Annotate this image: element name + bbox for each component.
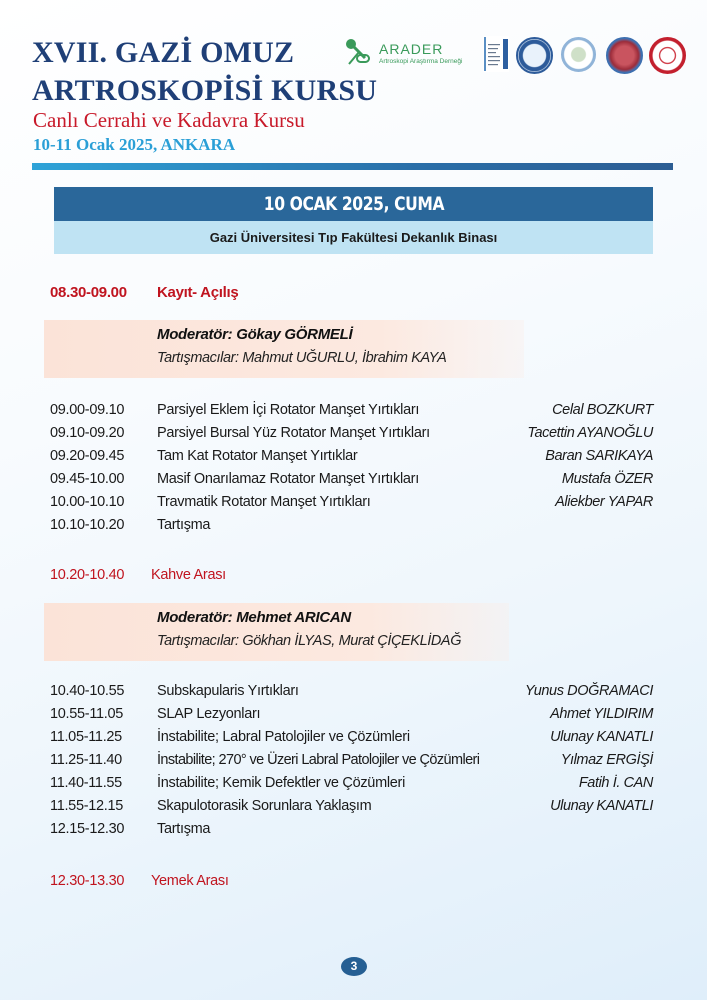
schedule-row	[50, 422, 653, 444]
course-subtitle: Canlı Cerrahi ve Kadavra Kursu	[33, 108, 305, 132]
arader-subtitle: Artroskopi Araştırma Derneği	[379, 58, 463, 65]
moderator: Moderatör: Gökay GÖRMELİ	[157, 326, 353, 343]
schedule-row	[50, 772, 653, 794]
schedule-row	[50, 795, 653, 817]
society-square-logo	[483, 36, 509, 72]
row-title: İnstabilite; 270° ve Üzeri Labral Patolojiler ve Çözümleri	[157, 752, 480, 768]
row-time: 11.55-12.15	[50, 798, 124, 814]
row-speaker: Ulunay KANATLI	[550, 729, 653, 745]
row-speaker: Yılmaz ERGİŞİ	[560, 752, 653, 768]
row-title: Tartışma	[157, 517, 211, 533]
moderator-box-session2	[44, 603, 509, 661]
row-title: İnstabilite; Labral Patolojiler ve Çözümleri	[157, 729, 410, 745]
row-title: Tam Kat Rotator Manşet Yırtıklar	[157, 448, 358, 464]
row-time: 08.30-09.00	[50, 284, 127, 301]
schedule-row	[50, 680, 653, 702]
red-ornament-seal-logo	[649, 37, 686, 74]
venue-band: Gazi Üniversitesi Tıp Fakültesi Dekanlık Binası	[54, 221, 653, 254]
row-time: 11.25-11.40	[50, 752, 122, 768]
row-time: 10.55-11.05	[50, 706, 124, 722]
row-title: Kahve Arası	[151, 567, 226, 583]
row-speaker: Aliekber YAPAR	[555, 494, 653, 510]
row-title: SLAP Lezyonları	[157, 706, 261, 722]
row-title: İnstabilite; Kemik Defektler ve Çözümleri	[157, 775, 405, 791]
row-title: Skapulotorasik Sorunlara Yaklaşım	[157, 798, 372, 814]
schedule-row	[50, 749, 653, 771]
course-title-line1: XVII. GAZİ OMUZ	[32, 36, 295, 69]
row-speaker: Yunus DOĞRAMACI	[524, 683, 653, 699]
schedule-row	[50, 818, 653, 840]
row-title: Tartışma	[157, 821, 211, 837]
schedule-row	[50, 514, 653, 536]
row-title: Kayıt- Açılış	[157, 284, 239, 301]
schedule-row	[50, 703, 653, 725]
arader-icon	[345, 38, 371, 68]
moderator-box-session1	[44, 320, 524, 378]
row-speaker: Ulunay KANATLI	[550, 798, 653, 814]
row-time: 10.10-10.20	[50, 517, 125, 533]
row-speaker: Ahmet YILDIRIM	[550, 706, 653, 722]
row-speaker: Fatih İ. CAN	[578, 775, 653, 791]
header-divider	[32, 163, 673, 170]
schedule-row	[50, 445, 653, 467]
row-title: Masif Onarılamaz Rotator Manşet Yırtıkları	[157, 471, 419, 487]
arader-logo	[345, 38, 465, 72]
row-title: Subskapularis Yırtıkları	[157, 683, 299, 699]
row-time: 12.15-12.30	[50, 821, 125, 837]
discussants: Tartışmacılar: Mahmut UĞURLU, İbrahim KAYA	[157, 350, 447, 366]
row-time: 12.30-13.30	[50, 873, 125, 889]
moderator: Moderatör: Mehmet ARICAN	[157, 609, 351, 626]
schedule-row	[50, 468, 653, 490]
row-speaker: Celal BOZKURT	[552, 402, 653, 418]
schedule-row	[50, 726, 653, 748]
course-date-location: 10-11 Ocak 2025, ANKARA	[33, 135, 236, 154]
row-time: 09.00-09.10	[50, 402, 125, 418]
day-title: 10 OCAK 2025, CUMA	[263, 193, 444, 215]
row-time: 10.20-10.40	[50, 567, 125, 583]
discussants: Tartışmacılar: Gökhan İLYAS, Murat ÇİÇEKLİDAĞ	[157, 633, 462, 649]
row-time: 11.05-11.25	[50, 729, 122, 745]
schedule-row	[50, 399, 653, 421]
row-title: Parsiyel Eklem İçi Rotator Manşet Yırtıkları	[157, 402, 420, 418]
row-time: 11.40-11.55	[50, 775, 122, 791]
row-time: 10.00-10.10	[50, 494, 125, 510]
tree-society-seal-logo	[561, 37, 596, 72]
row-time: 09.20-09.45	[50, 448, 125, 464]
row-title: Parsiyel Bursal Yüz Rotator Manşet Yırtıkları	[157, 425, 430, 441]
schedule-row	[50, 491, 653, 513]
row-speaker: Tacettin AYANOĞLU	[527, 425, 653, 441]
red-circle-society-logo	[606, 37, 643, 74]
course-title-line2: ARTROSKOPİSİ KURSU	[32, 74, 378, 107]
row-time: 09.45-10.00	[50, 471, 125, 487]
row-time: 09.10-09.20	[50, 425, 125, 441]
row-speaker: Mustafa ÖZER	[561, 471, 653, 487]
schedule-row-coffee-break	[50, 564, 653, 586]
page-number-badge: 3	[341, 957, 367, 976]
schedule-row-opening	[50, 282, 653, 304]
gazi-university-seal-logo	[516, 37, 553, 74]
schedule-row-lunch-break	[50, 870, 653, 892]
row-speaker: Baran SARIKAYA	[545, 448, 653, 464]
arader-name: ARADER	[379, 41, 444, 57]
row-title: Travmatik Rotator Manşet Yırtıkları	[157, 494, 371, 510]
row-time: 10.40-10.55	[50, 683, 125, 699]
row-title: Yemek Arası	[151, 873, 229, 889]
day-title-band	[54, 187, 653, 221]
